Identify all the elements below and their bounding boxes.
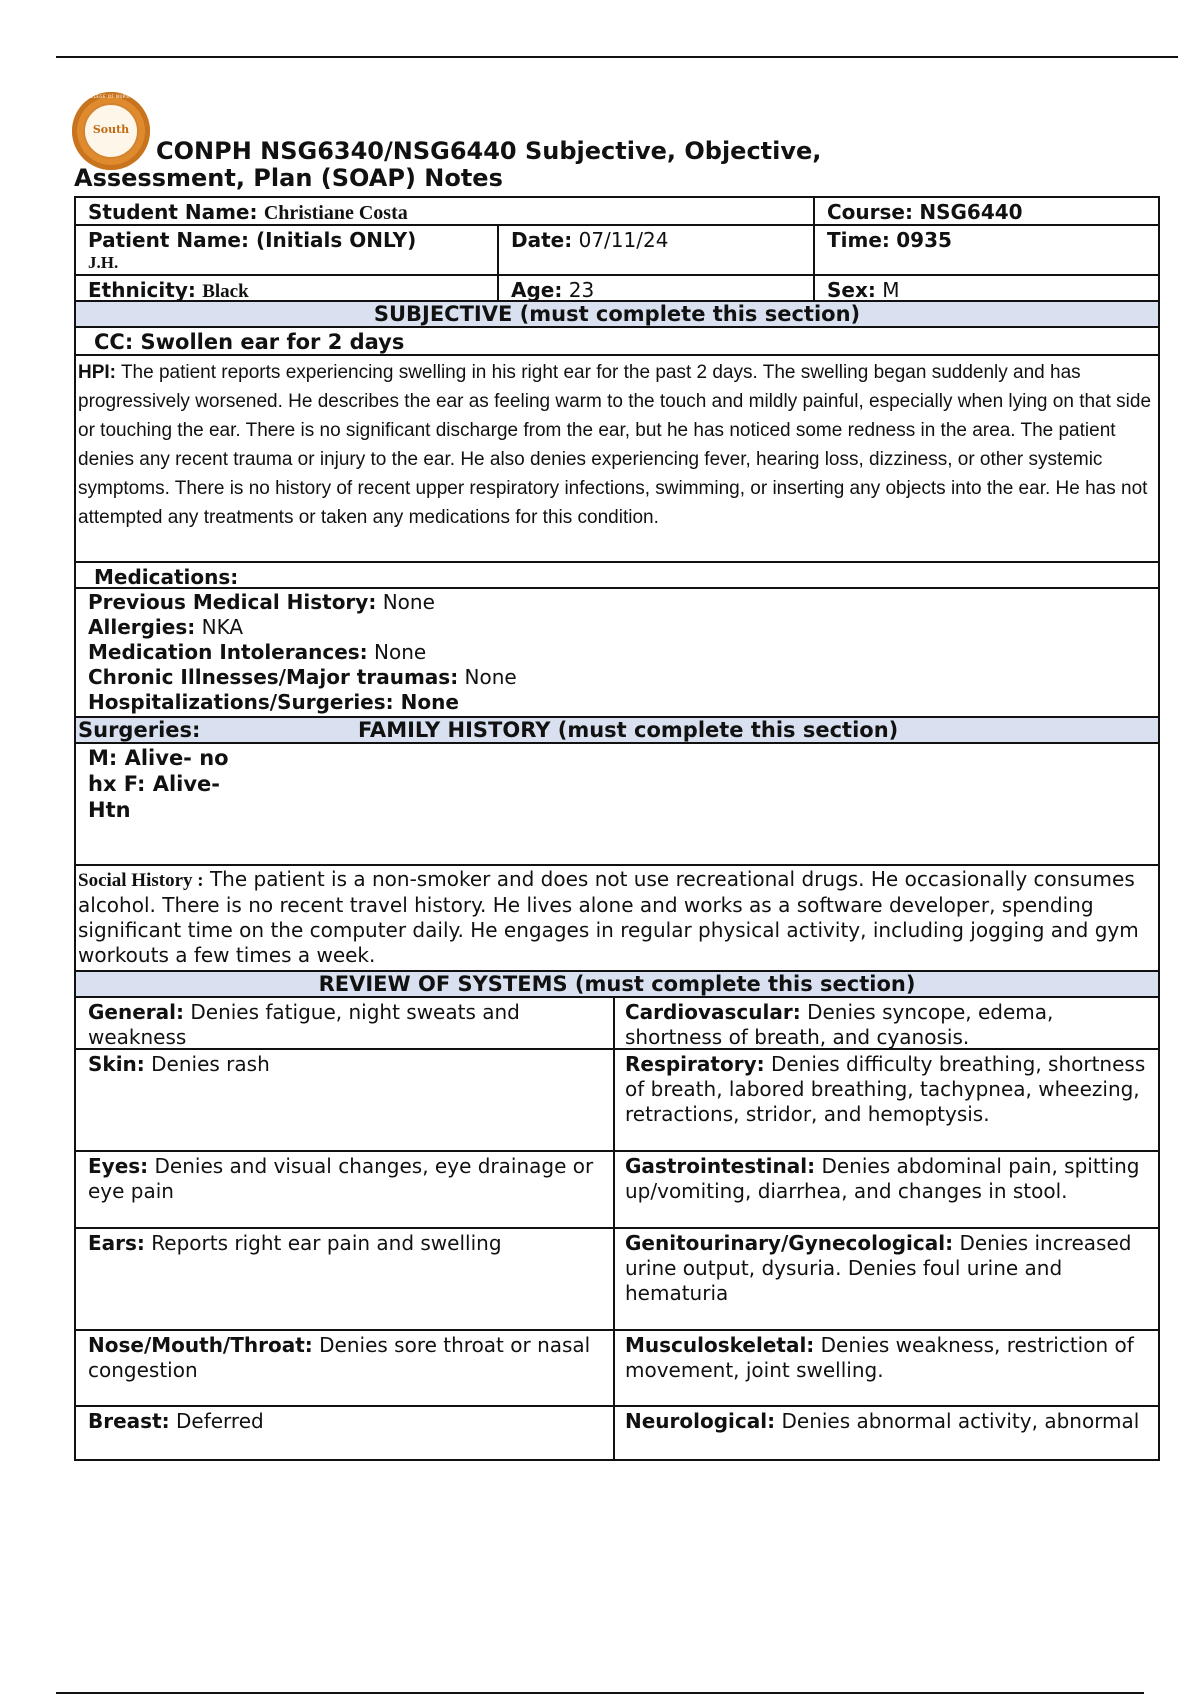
skin-value: Denies rash	[151, 1052, 270, 1076]
social-cell	[76, 866, 1158, 970]
ethnicity-value: Black	[202, 281, 249, 302]
logo-arc-text: COLLEGE OF NURSING	[83, 94, 139, 99]
date-value: 07/11/24	[578, 228, 669, 252]
skin-label: Skin:	[88, 1052, 145, 1076]
breast-value: Deferred	[176, 1409, 264, 1433]
demographics-row	[76, 276, 1158, 302]
history-row	[76, 589, 1158, 718]
social-label: Social History :	[78, 870, 204, 891]
chronic-value: None	[464, 665, 517, 689]
social-text: The patient is a non-smoker and does not use recreational drugs. He occasionally consumes alcohol. There is no recent travel history. He lives alone and works as a software developer, spending significant time on the computer daily. He engages in regular physical activity, including jogging and gym	[78, 867, 1139, 942]
allergies-value: NKA	[201, 615, 244, 639]
gu-value-1: Denies increased urine output, dysuria. Denies foul urine and	[625, 1231, 1132, 1280]
student-name-cell	[76, 198, 815, 224]
age-cell	[499, 276, 815, 300]
ros-row-1	[76, 998, 1158, 1050]
history-cell	[76, 589, 1158, 716]
msk-value-2: movement, joint swelling.	[625, 1358, 884, 1382]
general-value: Denies fatigue, night sweats and weakness	[88, 1000, 520, 1049]
nose-value-1: Denies sore throat or nasal	[319, 1333, 591, 1357]
ears-label: Ears:	[88, 1231, 145, 1255]
medications-row	[76, 563, 1158, 589]
hpi-row	[76, 356, 1158, 563]
family-cell	[76, 744, 1158, 864]
sex-label: Sex:	[827, 278, 876, 302]
ears-cell	[76, 1229, 615, 1329]
cardio-cell	[615, 998, 1158, 1048]
ros-heading-row	[76, 972, 1158, 998]
ears-value: Reports right ear pain and swelling	[151, 1231, 502, 1255]
course-value: NSG6440	[919, 200, 1023, 224]
family-line-2: hx F: Alive-	[88, 772, 221, 796]
date-cell	[499, 226, 815, 274]
student-row	[76, 198, 1158, 226]
ros-row-3	[76, 1152, 1158, 1229]
msk-label: Musculoskeletal:	[625, 1333, 815, 1357]
family-row	[76, 744, 1158, 866]
nose-label: Nose/Mouth/Throat:	[88, 1333, 313, 1357]
ros-row-5	[76, 1331, 1158, 1407]
eyes-value: Denies and visual changes, eye drainage or eye pain	[88, 1154, 594, 1203]
student-name-label: Student Name:	[88, 200, 258, 224]
msk-value-1: Denies weakness, restriction of	[820, 1333, 1134, 1357]
ethnicity-cell	[76, 276, 499, 300]
bottom-rule	[56, 1692, 1144, 1694]
subjective-heading: SUBJECTIVE (must complete this section)	[76, 302, 1158, 326]
breast-cell	[76, 1407, 615, 1459]
hospitalizations-line: Hospitalizations/Surgeries: None	[88, 690, 459, 714]
ros-row-4	[76, 1229, 1158, 1331]
intolerances-label: Medication Intolerances:	[88, 640, 368, 664]
neuro-label: Neurological:	[625, 1409, 776, 1433]
ros-heading: REVIEW OF SYSTEMS (must complete this section)	[76, 972, 1158, 996]
top-rule	[56, 56, 1178, 58]
pmh-line	[88, 590, 1146, 615]
intolerances-line	[88, 640, 1146, 665]
patient-name-cell	[76, 226, 499, 274]
general-cell	[76, 998, 615, 1048]
cc-row	[76, 328, 1158, 356]
gi-label: Gastrointestinal:	[625, 1154, 816, 1178]
sex-cell	[815, 276, 1158, 300]
ros-row-6	[76, 1407, 1158, 1459]
patient-initials: J.H.	[88, 253, 119, 272]
date-label: Date:	[511, 228, 573, 252]
student-name-value: Christiane Costa	[263, 202, 408, 224]
ethnicity-label: Ethnicity:	[88, 278, 196, 302]
social-row	[76, 866, 1158, 972]
gu-value-2: hematuria	[625, 1281, 729, 1305]
cardio-value: Denies syncope, edema, shortness of breath, and cyanosis.	[625, 1000, 1054, 1049]
family-heading-cell	[76, 718, 1158, 742]
msk-cell	[615, 1331, 1158, 1405]
hpi-cell	[76, 356, 1158, 561]
age-value: 23	[568, 278, 595, 302]
intolerances-value: None	[374, 640, 427, 664]
course-cell	[815, 198, 1158, 224]
allergies-line	[88, 615, 1146, 640]
social-text-2: workouts a few times a week.	[78, 943, 376, 967]
title-line-1: CONPH NSG6340/NSG6440 Subjective, Objective,	[156, 137, 822, 165]
family-heading: FAMILY HISTORY (must complete this section)	[358, 718, 899, 742]
resp-value-1: Denies difficulty breathing, shortness	[770, 1052, 1146, 1076]
eyes-cell	[76, 1152, 615, 1227]
gu-label: Genitourinary/Gynecological:	[625, 1231, 954, 1255]
time-value: 0935	[896, 228, 952, 252]
family-line-1: M: Alive- no	[88, 746, 229, 770]
chronic-label: Chronic Illnesses/Major traumas:	[88, 665, 459, 689]
time-label: Time:	[827, 228, 890, 252]
gi-cell	[615, 1152, 1158, 1227]
medications-label: Medications:	[94, 565, 239, 589]
hpi-label: HPI:	[78, 362, 116, 383]
cardio-label: Cardiovascular:	[625, 1000, 801, 1024]
logo-word: South	[92, 123, 130, 136]
gi-value: Denies abdominal pain, spitting up/vomiting, diarrhea, and changes in stool.	[625, 1154, 1140, 1203]
family-line-3: Htn	[88, 798, 131, 822]
patient-row	[76, 226, 1158, 276]
subjective-heading-row	[76, 302, 1158, 328]
hpi-text: The patient reports experiencing swelling in his right ear for the past 2 days. The swelling began suddenly and has progressively worsened. He describes the ear as feeling warm to the touch and mildly painful, especially when lying on that side or touching the ear. There is no significant discharge from the ear, but he has noticed some redness in the area. The patient denies any recent trauma or injury to the ear. He also denies experiencing fever, hearing loss, dizziness, or other systemic symptoms. There is no history of recent upper respiratory infections, swimming, or inserting any objects into the ear. He has not attempted any treatments or taken any medications for this condition.	[78, 362, 1152, 528]
soap-form	[74, 196, 1160, 1461]
nose-value-2: congestion	[88, 1358, 198, 1382]
family-heading-row	[76, 718, 1158, 744]
age-label: Age:	[511, 278, 563, 302]
chronic-line	[88, 665, 1146, 690]
nose-cell	[76, 1331, 615, 1405]
document-title	[74, 138, 974, 192]
chief-complaint: CC: Swollen ear for 2 days	[94, 330, 405, 354]
neuro-cell	[615, 1407, 1158, 1459]
title-line-2: Assessment, Plan (SOAP) Notes	[74, 164, 503, 192]
gu-cell	[615, 1229, 1158, 1329]
course-label: Course:	[827, 200, 913, 224]
pmh-label: Previous Medical History:	[88, 590, 377, 614]
breast-label: Breast:	[88, 1409, 170, 1433]
neuro-value: Denies abnormal activity, abnormal	[781, 1409, 1140, 1433]
resp-label: Respiratory:	[625, 1052, 765, 1076]
resp-cell	[615, 1050, 1158, 1150]
patient-name-label: Patient Name: (Initials ONLY)	[88, 228, 417, 252]
surgeries-label: Surgeries:	[78, 718, 201, 742]
skin-cell	[76, 1050, 615, 1150]
time-cell	[815, 226, 1158, 274]
general-label: General:	[88, 1000, 184, 1024]
allergies-label: Allergies:	[88, 615, 196, 639]
eyes-label: Eyes:	[88, 1154, 149, 1178]
ros-row-2	[76, 1050, 1158, 1152]
pmh-value: None	[382, 590, 435, 614]
resp-value-2: of breath, labored breathing, tachypnea, wheezing, retractions, stridor, and hemoptysis.	[625, 1077, 1140, 1126]
sex-value: M	[882, 278, 900, 302]
